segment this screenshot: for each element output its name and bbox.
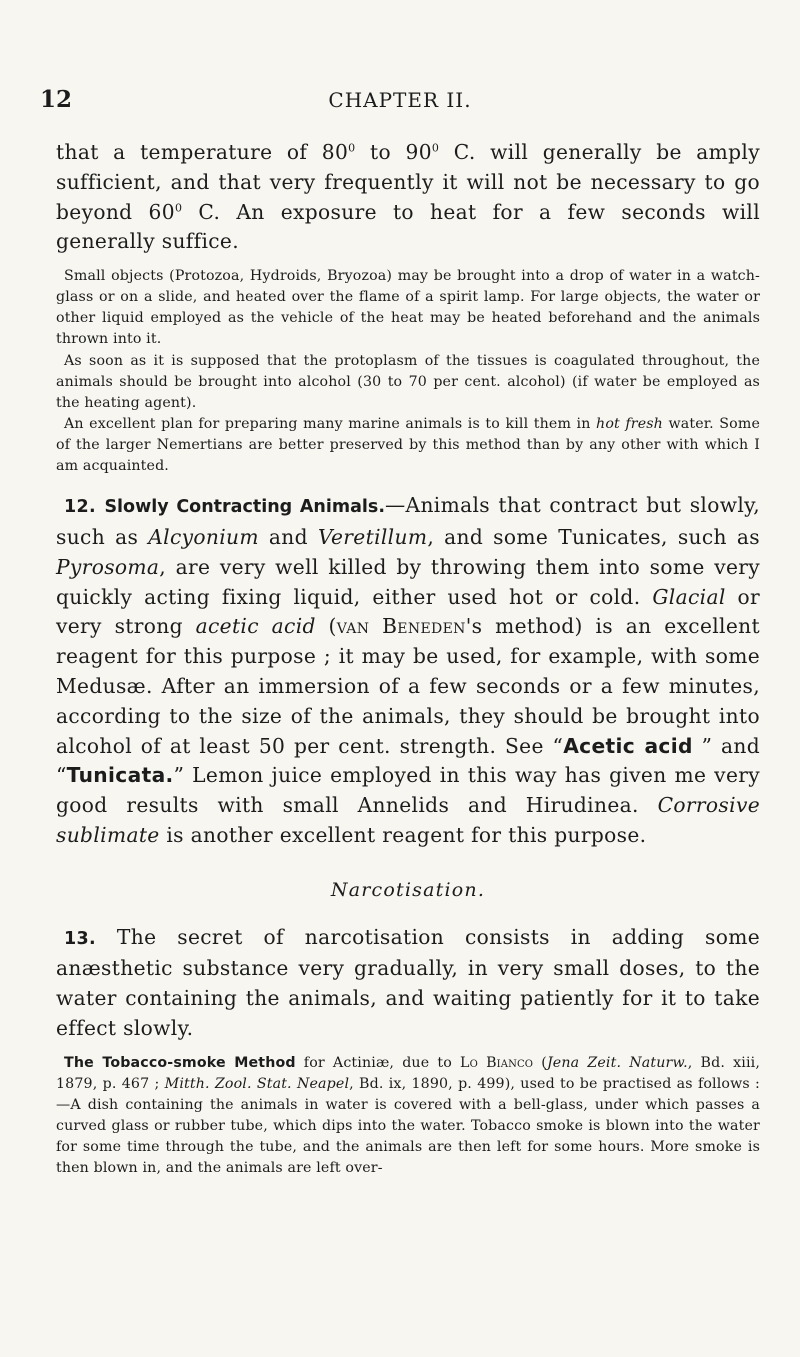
- narcotisation-subheading: Narcotisation.: [330, 878, 486, 901]
- page-body: [56, 138, 760, 1179]
- small-paragraph-tobacco: The Tobacco-smoke Method for Actiniæ, due to Lo Bianco (Jena Zeit. Naturw., Bd. xiii, 1879, p. 467 ; Mitth. Zool. Stat. Neapel, Bd. ix, 1890, p. 499), used to be practised as follows :—A dish containing the animals in water is covered with a bell-glass, under which passes a curved glass or rubber tube, which dips into the water. Tobacco smoke is blown into the water for some time through the tube, and the animals are then left for some hours. More smoke is then blown in, and the animals are left over-: [56, 1054, 760, 1177]
- small-paragraph-alcohol: As soon as it is supposed that the protoplasm of the tissues is coagulated throughout, the animals should be brought into alcohol (30 to 70 per cent. alcohol) (if water be employed as the heating agent).: [56, 352, 760, 411]
- ref-acetic-acid: Acetic acid: [563, 733, 693, 758]
- page-header: [40, 86, 760, 116]
- section-13-number: 13.: [64, 928, 97, 949]
- page-number: 12: [40, 86, 73, 113]
- small-paragraph-hot-water: An excellent plan for preparing many marine animals is to kill them in hot fresh water. Some of the larger Nemertians are better preserved by this method than by any other with which I am acquainted.: [56, 415, 760, 475]
- section-12-number: 12.: [64, 497, 97, 518]
- section-12-paragraph: 12. Slowly Contracting Animals.—Animals that contract but slowly, such as Alcyonium and Veretillum, and some Tunicates, such as Pyrosoma, are very well killed by throwing them into some very quickly acting fixing liquid, either used hot or cold. Glacial or very strong acetic acid (van Beneden's method) is an excellent reagent for this purpose ; it may be used, for example, with some Medusæ. After an immersion of a few seconds or a few minutes, according to the size of the animals, they should be brought into alcohol of at least 50 per cent. strength. See “Acetic acid ” and “Tunicata.” Lemon juice employed in this way has given me very good results with small Annelids and Hirudinea. Corrosive sublimate is another excellent reagent for this purpose.: [56, 493, 761, 847]
- intro-paragraph: that a temperature of $80^0$ to $90^0$ C. will generally be amply sufficient, and that very frequently it will not be necessary to go beyond $60^0$ C. An exposure to heat for a few seconds will generally suffice.: [56, 140, 760, 254]
- tobacco-method-title: The Tobacco-smoke Method: [64, 1054, 296, 1071]
- chapter-title: CHAPTER II.: [328, 88, 472, 112]
- section-12-heading: Slowly Contracting Animals.: [104, 497, 385, 518]
- section-13-paragraph: 13. The secret of narcotisation consists in adding some anæsthetic substance very gradually, in very small doses, to the water containing the animals, and waiting patiently for it to take effect slowly.: [56, 924, 760, 1041]
- small-paragraph-heating: Small objects (Protozoa, Hydroids, Bryozoa) may be brought into a drop of water in a watch-glass or on a slide, and heated over the flame of a spirit lamp. For large objects, the water or other liquid employed as the vehicle of the heat may be heated beforehand and the animals thrown into it.: [56, 268, 760, 348]
- ref-tunicata: Tunicata.: [66, 763, 174, 788]
